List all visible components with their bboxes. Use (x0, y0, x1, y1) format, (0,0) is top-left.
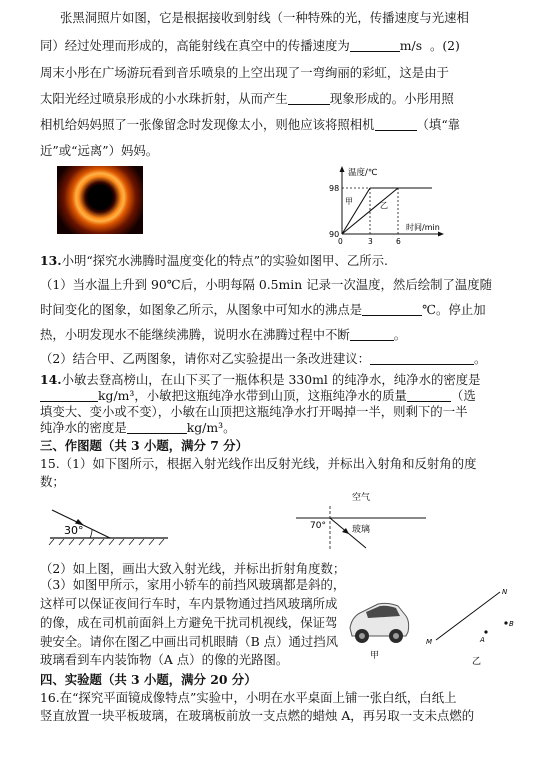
point-b-dot (504, 621, 507, 624)
q12-line-2: 同）经过处理而形成的，高能射线在真空中的传播速度为 m/s 。(2) (40, 38, 460, 53)
air-label: 空气 (352, 493, 371, 503)
point-a-label: A (480, 636, 485, 644)
refraction-angle-label: 70° (310, 521, 326, 531)
y-tick-98: 98 (329, 184, 340, 193)
q15-line-2: 数； (40, 474, 65, 489)
y-tick-90: 90 (329, 230, 340, 239)
answer-blank[interactable] (407, 389, 451, 402)
y-axis-label: 温度/℃ (348, 168, 378, 178)
q15-part-3-line-4: 驶安全。请你在图乙中画出司机眼睛（B 点）通过挡风 (40, 634, 339, 649)
black-hole-image (57, 166, 143, 234)
answer-blank[interactable] (375, 118, 417, 131)
q15-part-3-line-3: 的像，成在司机前面斜上方避免干扰司机视线，保证驾 (40, 615, 338, 630)
q13-p1-line-2: 时间变化的图象，如图象乙所示，从图象中可知水的沸点是 ℃。停止加 (40, 302, 486, 317)
q15-line-1: 15.（1）如下图所示，根据入射光线作出反射光线，并标出入射角和反射角的度 (40, 456, 477, 471)
q15-part-3-line-1: （3）如图甲所示，家用小轿车的前挡风玻璃都是斜的， (40, 577, 346, 592)
point-b-label: B (509, 620, 514, 628)
figure-jia-label: 甲 (370, 651, 380, 661)
q13-p2: （2）结合甲、乙两图象，请你对乙实验提出一条改进建议： 。 (40, 351, 487, 366)
q12-line-1: 张黑洞照片如图，它是根据接收到射线（一种特殊的光，传播速度与光速相 (60, 10, 469, 25)
answer-blank[interactable] (40, 389, 98, 402)
q15-part-3-line-2: 这样可以保证夜间行车时，车内景物通过挡风玻璃所成 (40, 596, 338, 611)
answer-blank[interactable] (288, 92, 330, 105)
point-m-label: M (426, 638, 433, 646)
windshield-diagram (424, 584, 520, 668)
point-n-label: N (502, 588, 508, 596)
x-axis-label: 时间/min (406, 223, 440, 232)
q14-line-3: 填变大、变小或不变），小敏在山顶把这瓶纯净水打开喝掉一半，则剩下的一半 (40, 404, 468, 419)
q15-part-2: （2）如上图，画出大致入射光线，并标出折射角度数； (40, 561, 346, 576)
temperature-graph (328, 164, 448, 246)
q12-line-3: 周末小彤在广场游玩看到音乐喷泉的上空出现了一弯绚丽的彩虹，这是由于 (40, 65, 449, 80)
section-4-heading: 四、实验题（共 3 小题，满分 20 分） (40, 672, 257, 687)
q14-line-4: 纯净水的密度是 kg/m³。 (40, 420, 236, 435)
q15-part-3-line-5: 玻璃看到车内装饰物（A 点）的像的光路图。 (40, 652, 289, 667)
x-tick-3: 3 (368, 237, 373, 246)
series-label-jia: 甲 (345, 197, 353, 206)
answer-blank[interactable] (350, 328, 394, 341)
x-tick-6: 6 (396, 237, 401, 246)
point-a-dot (484, 630, 487, 633)
answer-blank[interactable] (127, 421, 187, 434)
series-label-yi: 乙 (380, 201, 388, 210)
q13-p1-line-3: 热，小明发现水不能继续沸腾，说明水在沸腾过程中不断 。 (40, 327, 407, 342)
refraction-diagram (294, 490, 434, 552)
q12-line-6: 近”或“远离”）妈妈。 (40, 143, 159, 158)
answer-blank[interactable] (350, 39, 400, 52)
car-image (344, 586, 414, 662)
q12-line-5: 相机给妈妈照了一张像留念时发现像太小，则他应该将照相机 （填“靠 (40, 117, 461, 132)
answer-blank[interactable] (370, 352, 474, 365)
q14-line-2: kg/m³，小敏把这瓶纯净水带到山顶，这瓶纯净水的质量 （选 (40, 388, 476, 404)
q14-line-1: 14.小敏去登高榜山，在山下买了一瓶体积是 330ml 的纯净水，纯净水的密度是 (40, 372, 481, 387)
answer-blank[interactable] (362, 303, 422, 316)
q13-p1-line-1: （1）当水温上升到 90℃后，小明每隔 0.5min 记录一次温度，然后绘制了温度随 (40, 277, 493, 292)
reflection-diagram (44, 496, 174, 546)
glass-label: 玻璃 (352, 525, 371, 535)
q13-title: 13.小明“探究水沸腾时温度变化的特点”的实验如图甲、乙所示. (40, 253, 388, 268)
incident-angle-label: 30° (64, 524, 84, 537)
q12-line-4: 太阳光经过喷泉形成的小水珠折射，从而产生 现象形成的。小彤用照 (40, 91, 454, 106)
section-3-heading: 三、作图题（共 3 小题，满分 7 分） (40, 438, 248, 453)
q16-line-1: 16.在“探究平面镜成像特点”实验中，小明在水平桌面上铺一张白纸，白纸上 (40, 690, 457, 705)
figure-yi-label: 乙 (472, 657, 482, 667)
q16-line-2: 竖直放置一块平板玻璃，在玻璃板前放一支点燃的蜡烛 A，再另取一支未点燃的 (40, 708, 475, 723)
x-tick-0: 0 (338, 237, 343, 246)
